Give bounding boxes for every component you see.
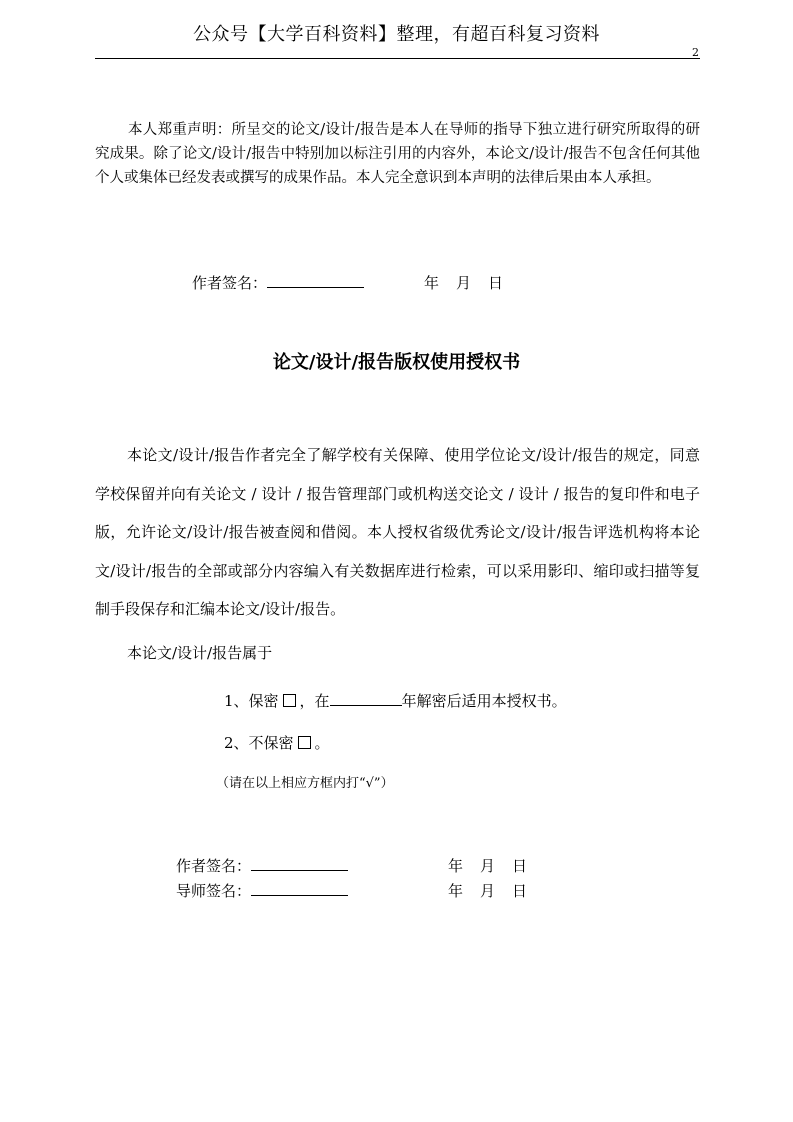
date-year: 年 (448, 882, 464, 900)
date-month: 月 (480, 857, 496, 875)
signature-label: 作者签名： (192, 274, 268, 292)
checkbox-instruction: （请在以上相应方框内打“√”） (216, 776, 394, 791)
advisor-signature-label: 导师签名： (176, 882, 252, 900)
option-not-confidential (224, 732, 330, 753)
confidential-checkbox[interactable] (283, 694, 296, 707)
date-day: 日 (512, 857, 528, 875)
page-header: 公众号【大学百科资料】整理，有超百科复习资料 (193, 24, 600, 45)
date-month: 月 (456, 274, 472, 292)
option1-mid: ，在 (299, 692, 330, 710)
option-confidential (224, 690, 567, 711)
author-signature-label: 作者签名： (176, 857, 252, 875)
not-confidential-checkbox[interactable] (298, 736, 311, 749)
declaration-date (424, 272, 503, 293)
declaration-signature-row (192, 272, 364, 293)
date-year: 年 (424, 274, 440, 292)
date-day: 日 (512, 882, 528, 900)
advisor-signature-line[interactable] (251, 895, 348, 896)
option1-suffix: 年解密后适用本授权书。 (401, 692, 567, 710)
advisor-signature-row (176, 880, 348, 901)
header-divider (95, 58, 700, 59)
signature-line[interactable] (267, 287, 364, 288)
author-signature-row (176, 855, 348, 876)
author-signature-line[interactable] (251, 870, 348, 871)
date-year: 年 (448, 857, 464, 875)
authorization-title: 论文/设计/报告版权使用授权书 (272, 352, 521, 373)
author-signature-date (448, 855, 527, 876)
date-month: 月 (480, 882, 496, 900)
originality-declaration: 本人郑重声明：所呈交的论文/设计/报告是本人在导师的指导下独立进行研究所取得的研究成果。除了论文/设计/报告中特别加以标注引用的内容外，本论文/设计/报告不包含任何其他个人或集体已经发表或撰写的成果作品。本人完全意识到本声明的法律后果由本人承担。 (95, 122, 700, 186)
advisor-signature-date (448, 880, 527, 901)
authorization-body: 本论文/设计/报告作者完全了解学校有关保障、使用学位论文/设计/报告的规定，同意学校保留并向有关论文 / 设计 / 报告管理部门或机构送交论文 / 设计 / 报告的复印件和电子版，允许论文/设计/报告被查阅和借阅。本人授权省级优秀论文/设计/报告评选机构将本论文/设计/报告的全部或部分内容编入有关数据库进行检索，可以采用影印、缩印或扫描等复制手段保存和汇编本论文/设计/报告。 (95, 446, 700, 618)
belongs-label: 本论文/设计/报告属于 (127, 644, 273, 662)
page-number: 2 (692, 46, 699, 59)
date-day: 日 (488, 274, 504, 292)
decrypt-year-blank[interactable] (330, 691, 402, 706)
option2-prefix: 2、不保密 (224, 734, 294, 752)
option2-suffix: 。 (314, 734, 330, 752)
option1-prefix: 1、保密 (224, 692, 279, 710)
